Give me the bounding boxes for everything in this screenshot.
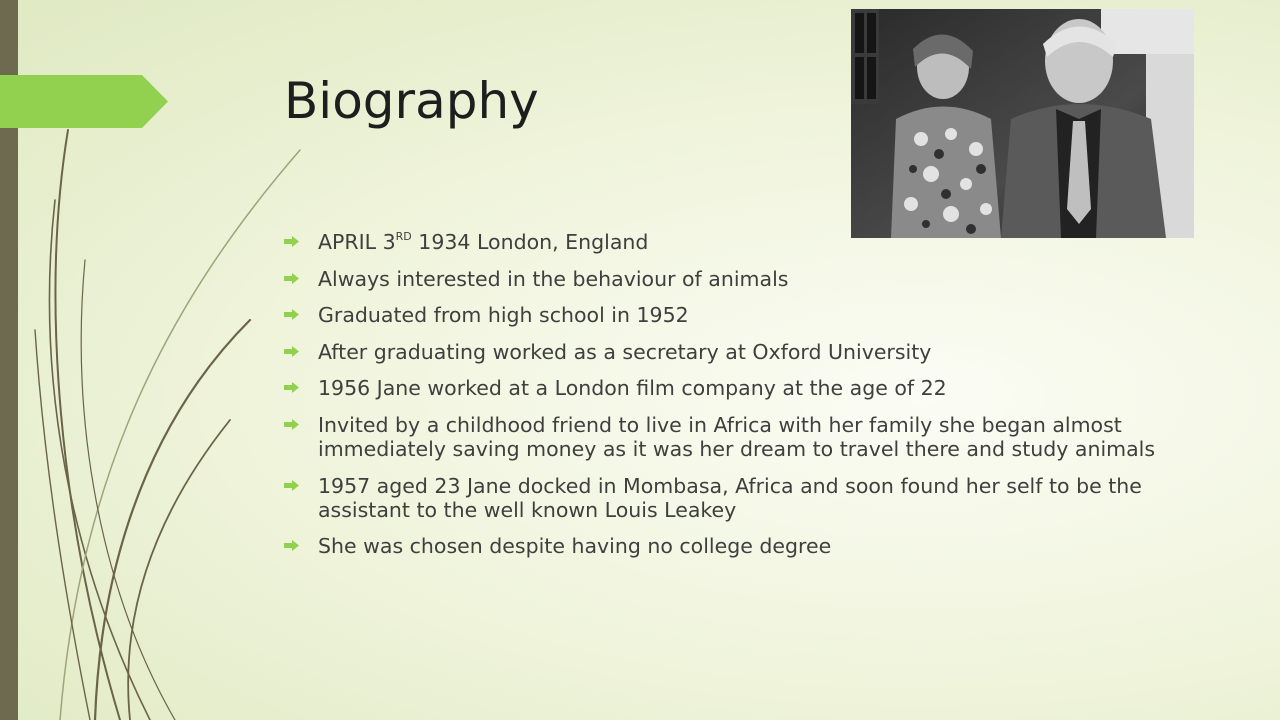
slide-title: Biography — [284, 72, 539, 130]
bullet-item — [284, 376, 1189, 400]
bullet-text: She was chosen despite having no college degree — [318, 534, 832, 559]
bullet-list — [284, 230, 1189, 571]
arrow-right-icon — [284, 419, 299, 430]
bullet-text: Invited by a childhood friend to live in Africa with her family she began almost immediately saving money as it was her dream to travel there and study animals — [318, 412, 1156, 461]
title-accent-arrow — [0, 75, 168, 128]
bullet-text: Always interested in the behaviour of animals — [318, 266, 789, 291]
bullet-item — [284, 230, 1189, 254]
bullet-text: APRIL 3 — [318, 230, 396, 254]
bullet-item — [284, 474, 1189, 522]
biography-photo — [851, 9, 1194, 238]
bullet-item — [284, 303, 1189, 327]
bullet-superscript: RD — [395, 230, 412, 244]
arrow-right-icon — [284, 382, 299, 393]
arrow-right-icon — [284, 346, 299, 357]
arrow-right-icon — [284, 236, 299, 247]
bullet-text: 1956 Jane worked at a London film company at the age of 22 — [318, 376, 947, 401]
bullet-text: Graduated from high school in 1952 — [318, 303, 689, 328]
bullet-text-continued: 1934 London, England — [411, 230, 649, 254]
arrow-right-icon — [284, 480, 299, 491]
arrow-right-icon — [284, 309, 299, 320]
bullet-item — [284, 340, 1189, 364]
bullet-item — [284, 413, 1189, 461]
bullet-text: After graduating worked as a secretary at Oxford University — [318, 339, 932, 364]
arrow-right-icon — [284, 540, 299, 551]
bullet-item — [284, 534, 1189, 558]
bullet-item — [284, 267, 1189, 291]
arrow-right-icon — [284, 273, 299, 284]
bullet-text: 1957 aged 23 Jane docked in Mombasa, Africa and soon found her self to be the assistant to the well known Louis Leakey — [318, 473, 1142, 522]
